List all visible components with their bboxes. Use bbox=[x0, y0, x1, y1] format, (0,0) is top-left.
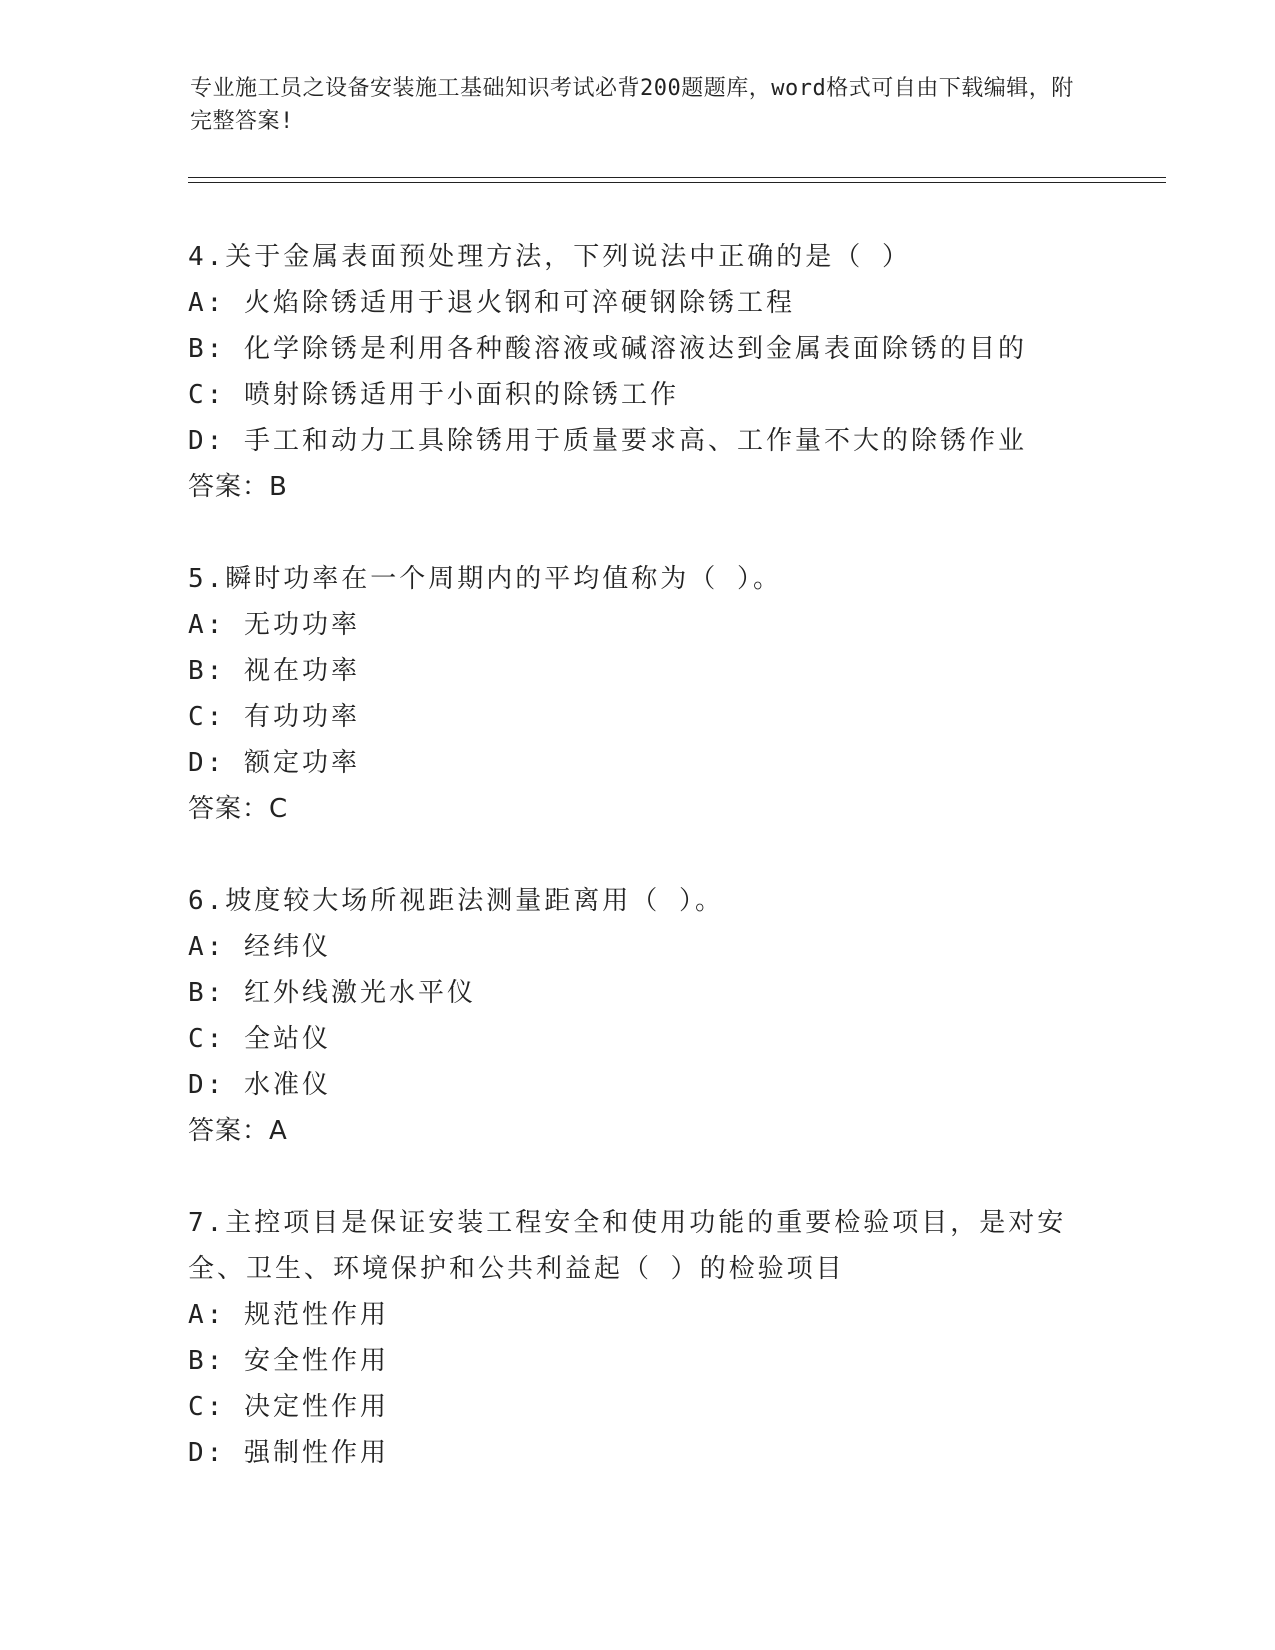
header-divider-bottom bbox=[188, 182, 1166, 183]
document-header: 专业施工员之设备安装施工基础知识考试必背200题题库，word格式可自由下载编辑，附完整答案! bbox=[190, 76, 1074, 134]
question-5 bbox=[188, 556, 1088, 832]
option-c: C: 全站仪 bbox=[188, 1024, 331, 1054]
option-a: A: 火焰除锈适用于退火钢和可淬硬钢除锈工程 bbox=[188, 288, 795, 318]
question-list bbox=[188, 234, 1088, 1522]
option-c: C: 喷射除锈适用于小面积的除锈工作 bbox=[188, 380, 679, 410]
option-b: B: 红外线激光水平仪 bbox=[188, 978, 476, 1008]
option-d: D: 水准仪 bbox=[188, 1070, 331, 1100]
question-stem: 6.坡度较大场所视距法测量距离用（ ）。 bbox=[188, 886, 724, 916]
question-4 bbox=[188, 234, 1088, 510]
option-a: A: 规范性作用 bbox=[188, 1300, 389, 1330]
answer-text: 答案：C bbox=[188, 794, 289, 824]
option-d: D: 手工和动力工具除锈用于质量要求高、工作量不大的除锈作业 bbox=[188, 426, 1027, 456]
question-6 bbox=[188, 878, 1088, 1154]
option-a: A: 无功功率 bbox=[188, 610, 360, 640]
header-divider-top bbox=[188, 177, 1166, 178]
answer-text: 答案：A bbox=[188, 1116, 288, 1146]
option-c: C: 有功功率 bbox=[188, 702, 360, 732]
option-a: A: 经纬仪 bbox=[188, 932, 331, 962]
option-d: D: 强制性作用 bbox=[188, 1438, 389, 1468]
option-b: B: 视在功率 bbox=[188, 656, 360, 686]
option-c: C: 决定性作用 bbox=[188, 1392, 389, 1422]
question-stem: 4.关于金属表面预处理方法，下列说法中正确的是（ ） bbox=[188, 242, 911, 272]
question-7 bbox=[188, 1200, 1088, 1476]
option-b: B: 化学除锈是利用各种酸溶液或碱溶液达到金属表面除锈的目的 bbox=[188, 334, 1027, 364]
question-stem: 5.瞬时功率在一个周期内的平均值称为（ ）。 bbox=[188, 564, 782, 594]
question-stem: 7.主控项目是保证安装工程安全和使用功能的重要检验项目，是对安全、卫生、环境保护和公共利益起（ ）的检验项目 bbox=[188, 1208, 1067, 1284]
option-b: B: 安全性作用 bbox=[188, 1346, 389, 1376]
option-d: D: 额定功率 bbox=[188, 748, 360, 778]
answer-text: 答案：B bbox=[188, 472, 288, 502]
